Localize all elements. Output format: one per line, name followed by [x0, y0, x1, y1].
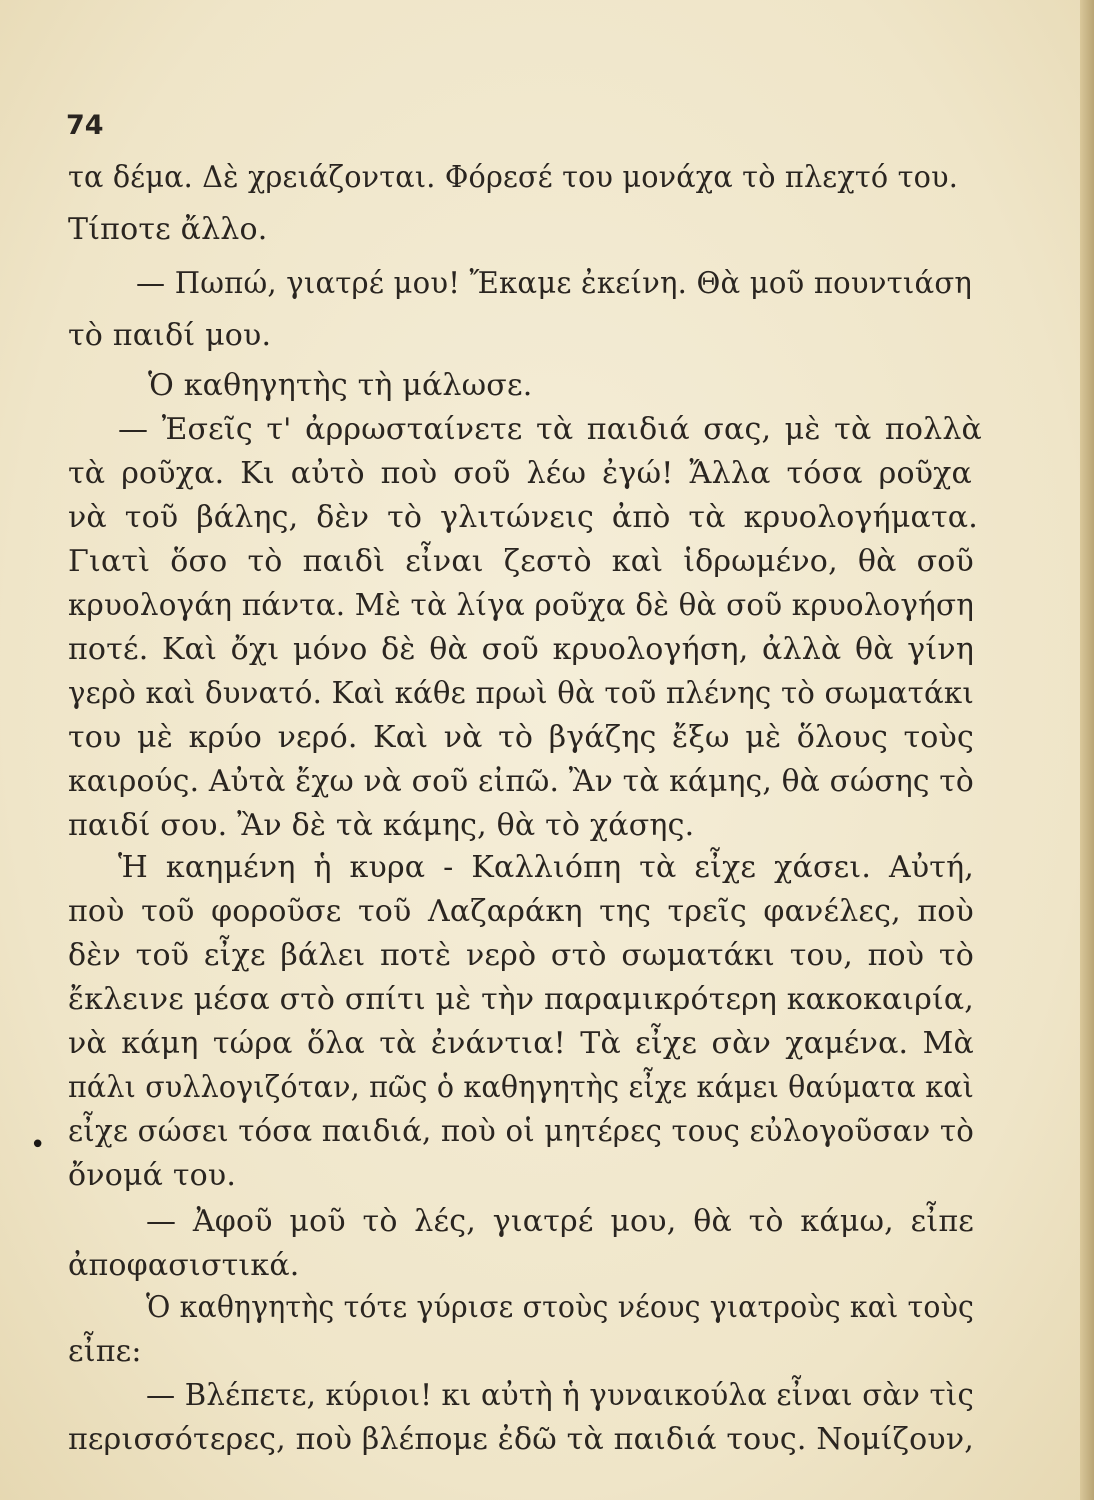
text-line: — Βλέπετε, κύριοι! κι αὐτὴ ἡ γυναικούλα εἶναι σὰν τὶς — [146, 1378, 974, 1413]
text-line: — Ἐσεῖς τ' ἀρρωσταίνετε τὰ παιδιά σας, μὲ τὰ πολλὰ — [118, 412, 982, 447]
text-line: τὸ παιδί μου. — [68, 318, 272, 353]
text-line: περισσότερες, ποὺ βλέπομε ἐδῶ τὰ παιδιά τους. Νομίζουν, — [68, 1422, 974, 1457]
text-line: πάλι συλλογιζόταν, πῶς ὁ καθηγητὴς εἶχε κάμει θαύματα καὶ — [68, 1070, 974, 1105]
text-line: ποτέ. Καὶ ὄχι μόνο δὲ θὰ σοῦ κρυολογήση, ἀλλὰ θὰ γίνη — [68, 632, 974, 667]
text-line: ποὺ τοῦ φοροῦσε τοῦ Λαζαράκη της τρεῖς φανέλες, ποὺ — [68, 894, 974, 929]
text-line: ἔκλεινε μέσα στὸ σπίτι μὲ τὴν παραμικρότερη κακοκαιρία, — [68, 982, 974, 1017]
text-line: δὲν τοῦ εἶχε βάλει ποτὲ νερὸ στὸ σωματάκι του, ποὺ τὸ — [68, 938, 974, 973]
text-line: εἶπε: — [68, 1334, 142, 1369]
page-number: 74 — [66, 110, 104, 141]
text-line: νὰ κάμη τώρα ὅλα τὰ ἐνάντια! Τὰ εἶχε σὰν χαμένα. Μὰ — [68, 1026, 974, 1061]
text-line: Ὁ καθηγητὴς τότε γύρισε στοὺς νέους γιατροὺς καὶ τοὺς — [146, 1290, 974, 1325]
text-line: ὄνομά του. — [68, 1158, 237, 1193]
text-line: του μὲ κρύο νερό. Καὶ νὰ τὸ βγάζης ἔξω μὲ ὅλους τοὺς — [68, 720, 974, 755]
text-line: Ὁ καθηγητὴς τὴ μάλωσε. — [148, 368, 533, 403]
text-line: ἀποφασιστικά. — [68, 1248, 300, 1283]
text-line: παιδί σου. Ἂν δὲ τὰ κάμης, θὰ τὸ χάσης. — [68, 808, 695, 843]
text-line: τὰ ροῦχα. Κι αὐτὸ ποὺ σοῦ λέω ἐγώ! Ἄλλα τόσα ροῦχα — [68, 456, 972, 491]
text-line: καιρούς. Αὐτὰ ἔχω νὰ σοῦ εἰπῶ. Ἂν τὰ κάμης, θὰ σώσης τὸ — [68, 764, 974, 799]
text-line: Ἡ καημένη ἡ κυρα - Καλλιόπη τὰ εἶχε χάσει. Αὐτή, — [118, 850, 974, 885]
page-edge — [1080, 0, 1094, 1500]
text-line: Τίποτε ἄλλο. — [68, 212, 268, 247]
text-line: Γιατὶ ὅσο τὸ παιδὶ εἶναι ζεστὸ καὶ ἱδρωμένο, θὰ σοῦ — [68, 544, 974, 579]
text-line: νὰ τοῦ βάλης, δὲν τὸ γλιτώνεις ἀπὸ τὰ κρυολογήματα. — [68, 500, 978, 535]
text-line: τα δέμα. Δὲ χρειάζονται. Φόρεσέ του μονάχα τὸ πλεχτό του. — [68, 160, 958, 195]
text-line: γερὸ καὶ δυνατό. Καὶ κάθε πρωὶ θὰ τοῦ πλένης τὸ σωματάκι — [68, 676, 974, 711]
text-line: — Πωπώ, γιατρέ μου! Ἔκαμε ἐκείνη. Θὰ μοῦ πουντιάση — [136, 266, 972, 301]
text-line: κρυολογάη πάντα. Μὲ τὰ λίγα ροῦχα δὲ θὰ σοῦ κρυολογήση — [68, 588, 974, 623]
text-line: εἶχε σώσει τόσα παιδιά, ποὺ οἱ μητέρες τους εὐλογοῦσαν τὸ — [68, 1114, 974, 1149]
margin-bullet-mark: • — [30, 1130, 46, 1160]
text-line: — Ἀφοῦ μοῦ τὸ λές, γιατρέ μου, θὰ τὸ κάμω, εἶπε — [146, 1204, 974, 1239]
